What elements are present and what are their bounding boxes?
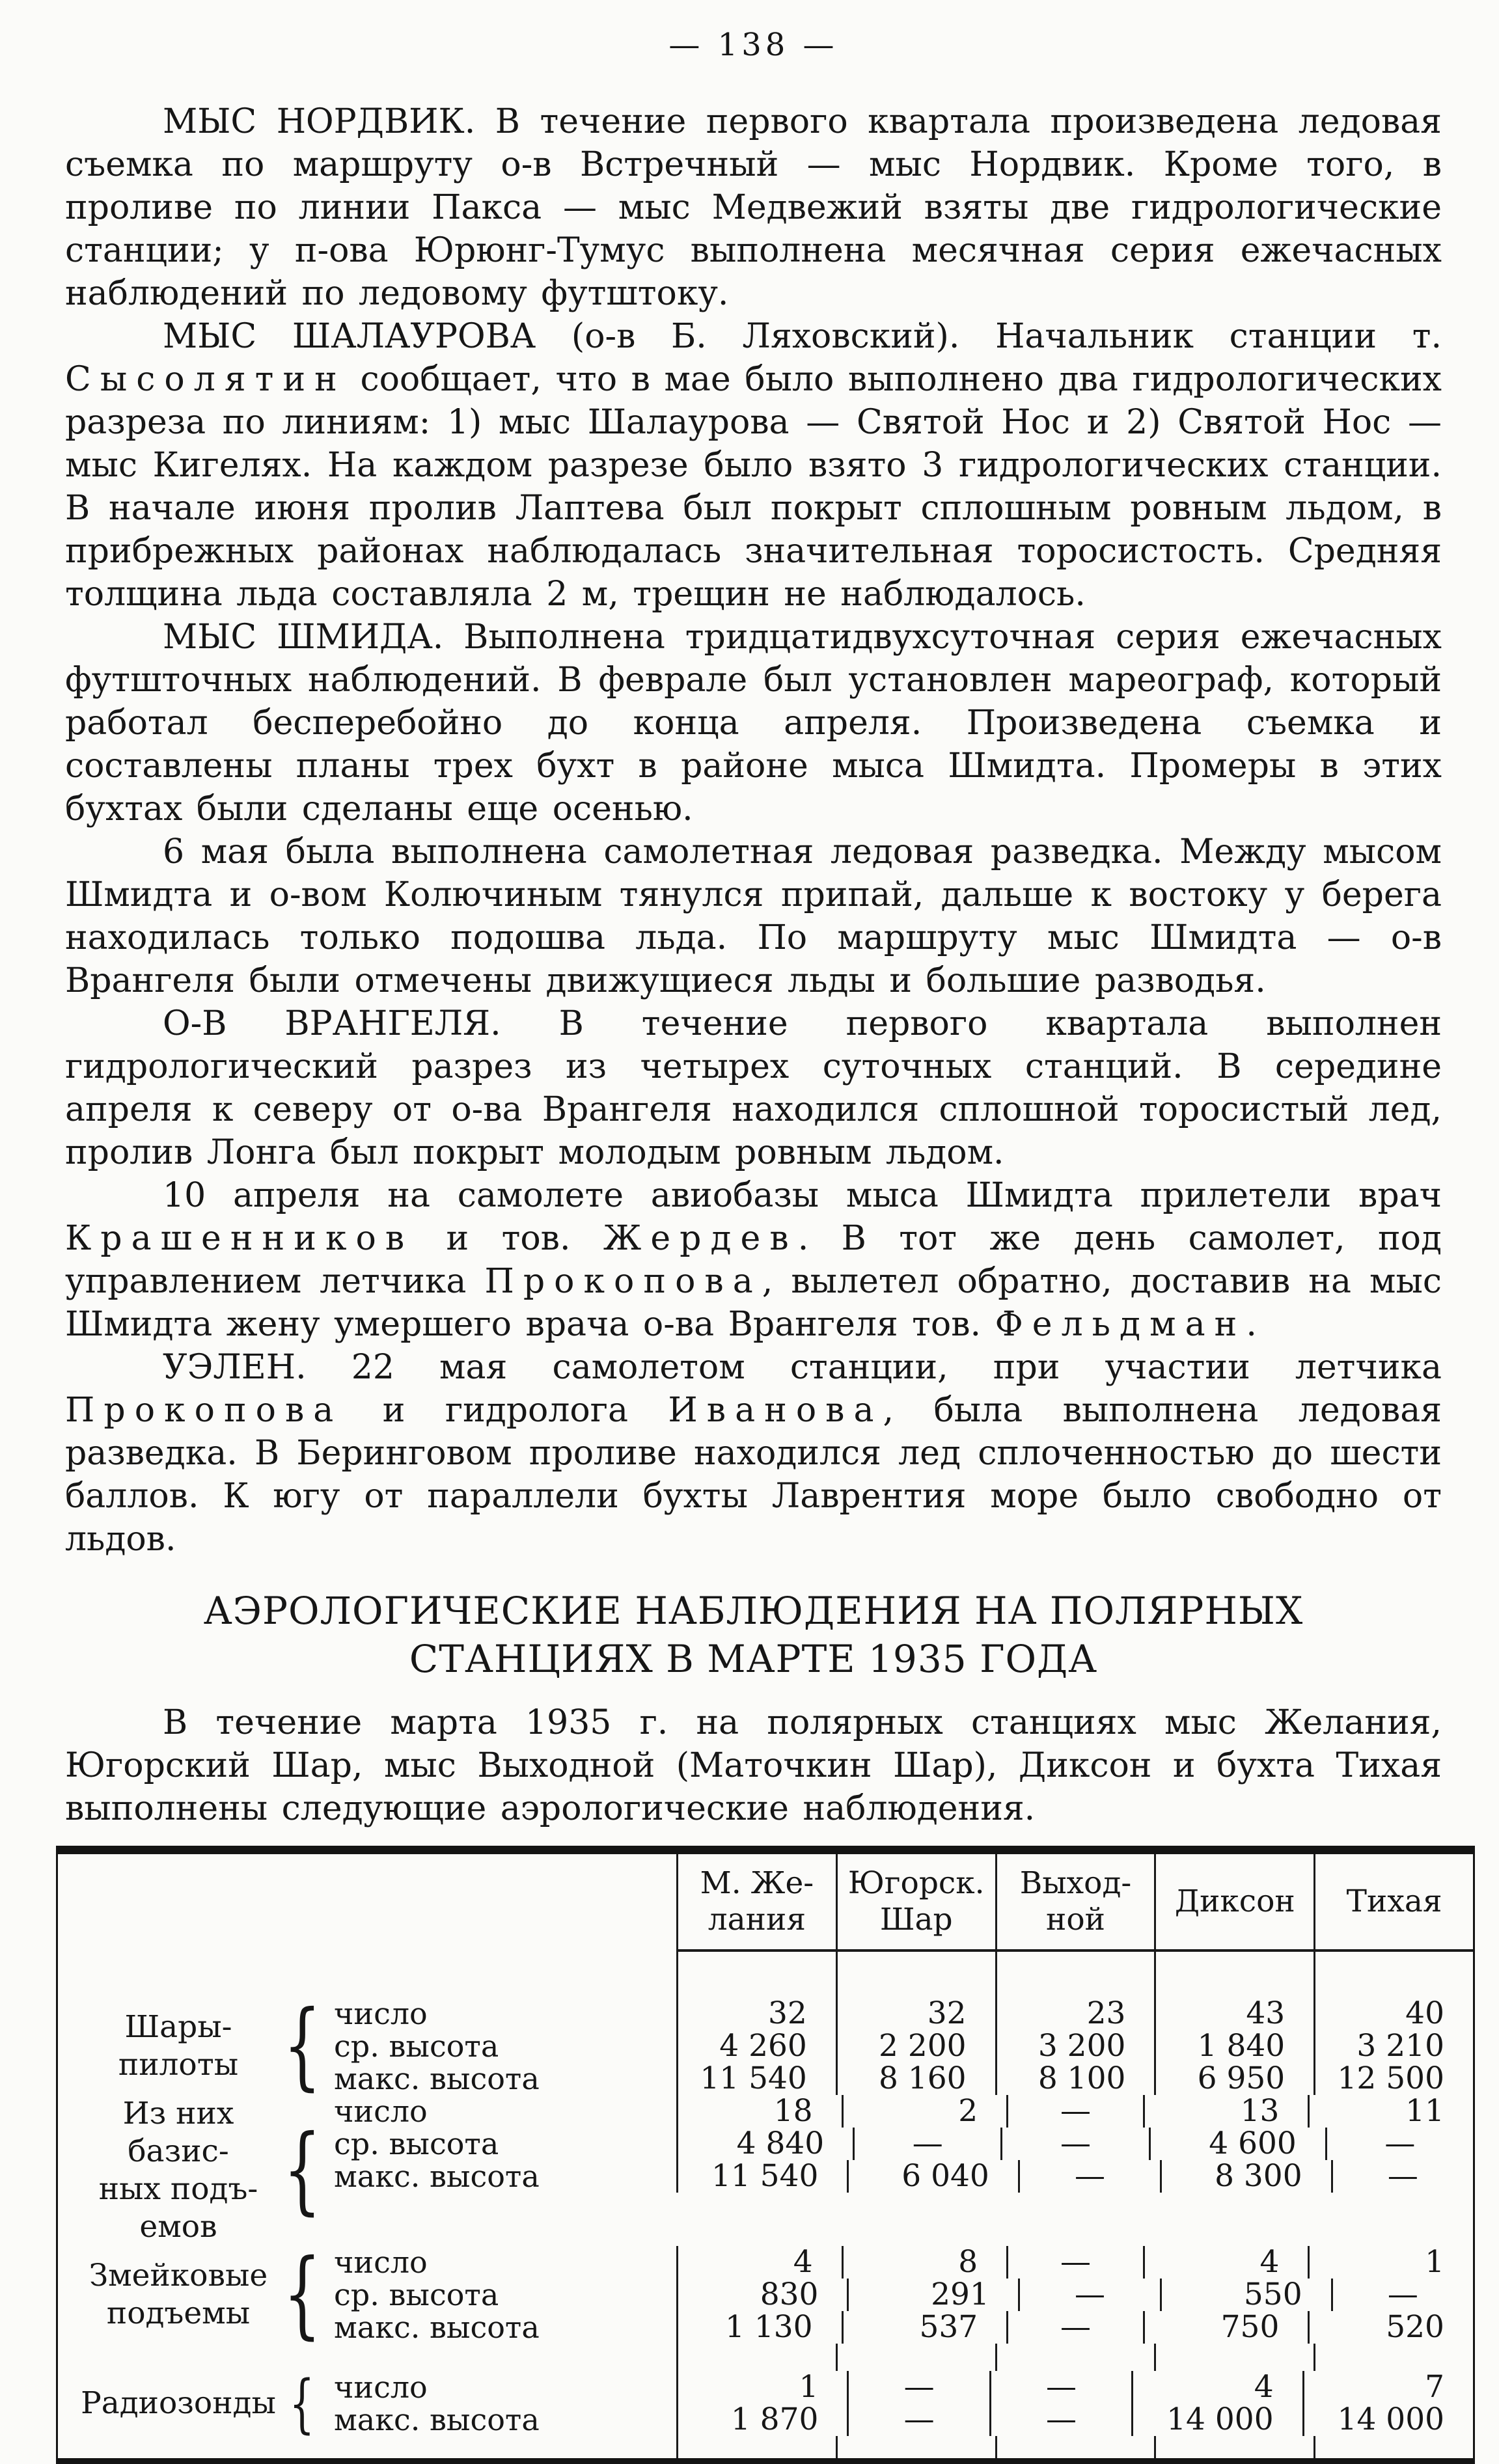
value-cell: 2 [842, 2095, 1007, 2128]
table-row [325, 1997, 1473, 2030]
value-cell: 13 [1143, 2095, 1308, 2128]
value-cell: — [1000, 2128, 1148, 2160]
table-spacer-cell [676, 2344, 836, 2371]
value-cell: 750 [1143, 2311, 1308, 2344]
row-label: число [334, 1996, 428, 2031]
brace-glyph: { [282, 1990, 322, 2101]
person-name: Сысолятин [65, 360, 346, 399]
person-name: Иванова [668, 1391, 883, 1430]
value-cell: — [1331, 2160, 1473, 2193]
brace-glyph: { [289, 2366, 315, 2441]
text-segment: УЭЛЕН. 22 мая самолетом станции, при участии летчика [163, 1348, 1442, 1387]
text-segment: сообщает, что в мае было выполнено два гидрологических разреза по линиям: 1) мыс Шалаурова — Святой Нос и 2) Святой Нос — мыс Кигелях. На каждом разрезе было взято 3 гидрологических станции. В начале июня пролив Лаптева был покрыт сплошным ровным льдом, в прибрежных районах наблюдалась значительная торосистость. Средняя толщина льда составляла 2 м, трещин не наблюдалось. [65, 360, 1442, 614]
value-cell: 43 [1154, 1997, 1313, 2030]
value-cell: 4 [676, 2246, 842, 2279]
row-label: макс. высота [334, 2061, 540, 2096]
group-label-line: Радиозонды [81, 2385, 276, 2421]
section-heading: АЭРОЛОГИЧЕСКИЕ НАБЛЮДЕНИЯ НА ПОЛЯРНЫХ СТАНЦИЯХ В МАРТЕ 1935 ГОДА [203, 1589, 1304, 1681]
value-cell: 8 100 [995, 2062, 1155, 2095]
table-row [325, 2403, 1473, 2436]
person-name: Жердев [603, 1219, 798, 1258]
value-cell: — [1006, 2311, 1143, 2344]
table-header-cell [676, 1854, 836, 1952]
text-segment: 6 мая была выполнена самолетная ледовая разведка. Между мысом Шмидта и о-вом Колючиным тянулся припай, дальше к востоку у берега находилась только подошва льда. По маршруту мыс Шмидта — о-в Врангеля были отмечены движущиеся льды и большие разводья. [65, 832, 1442, 1000]
value-cell: 14 000 [1302, 2403, 1473, 2436]
table-row [325, 2030, 1473, 2062]
table-spacer-cell [1154, 1952, 1313, 1997]
group-label [58, 2246, 279, 2344]
value-cell: 8 160 [836, 2062, 995, 2095]
row-label: число [334, 2094, 428, 2129]
value-cell: — [1325, 2128, 1473, 2160]
value-cell: 3 200 [995, 2030, 1155, 2062]
group-label [58, 2095, 279, 2246]
section-intro-paragraph [65, 1701, 1442, 1830]
group-label-line: подъемы [106, 2295, 251, 2331]
person-name: Фельдман [995, 1305, 1246, 1344]
table-row [325, 2062, 1473, 2095]
table-stub-spacer [58, 1952, 676, 1997]
table-row [325, 2128, 1473, 2160]
table-spacer-cell [1154, 2344, 1313, 2371]
group-label-line: Шары-пилоты [118, 2009, 239, 2083]
table-row-group [58, 2366, 1473, 2441]
value-cell: — [989, 2403, 1131, 2436]
group-label [58, 2371, 279, 2436]
value-cell: — [1018, 2279, 1160, 2311]
text-segment: , была выполнена ледовая разведка. В Беринговом проливе находился лед сплоченностью до шести баллов. К югу от параллели бухты Лаврентия море было свободно от льдов. [65, 1391, 1442, 1559]
table-header-row [58, 1854, 1473, 1952]
value-cell: — [1006, 2246, 1143, 2279]
table-spacer-cell [836, 2436, 995, 2458]
row-label: ср. высота [334, 2277, 499, 2312]
paragraph [65, 1002, 1442, 1174]
text-segment: и гидролога [342, 1391, 668, 1430]
row-label: число [334, 2245, 428, 2280]
value-cell: 291 [847, 2279, 1017, 2311]
table-row-group [58, 2095, 1473, 2246]
paragraph [65, 616, 1442, 830]
paragraph [65, 315, 1442, 616]
row-label: макс. высота [334, 2402, 540, 2437]
table-spacer-cell [836, 2344, 995, 2371]
value-cell: 4 260 [676, 2030, 836, 2062]
group-brace-icon [279, 1990, 325, 2101]
text-segment: В течение марта 1935 г. на полярных станциях мыс Желания, Югорский Шар, мыс Выходной (Маточкин Шар), Диксон и бухта Тихая выполнены следующие аэрологические наблюдения. [65, 1703, 1442, 1828]
text-segment: 10 апреля на самолете авиобазы мыса Шмидта прилетели врач [163, 1176, 1442, 1215]
value-cell: 11 540 [676, 2160, 847, 2193]
value-cell: 8 300 [1160, 2160, 1330, 2193]
row-label: ср. высота [334, 2126, 499, 2161]
value-cell: — [1018, 2160, 1160, 2193]
paragraph [65, 100, 1442, 315]
brace-glyph: { [282, 2115, 322, 2225]
table-spacer-cell [995, 1952, 1155, 1997]
table-stub-header [58, 1854, 676, 1952]
table-spacer-cell [836, 1952, 995, 1997]
table-spacer-row [58, 2344, 1473, 2371]
value-cell: 8 [842, 2246, 1007, 2279]
text-segment: МЫС ШМИДА. Выполнена тридцатидвухсуточная серия ежечасных футшточных наблюдений. В феврале был установлен мареограф, который работал бесперебойно до конца апреля. Произведена съемка и составлены планы трех бухт в районе мыса Шмидта. Промеры в этих бухтах были сделаны еще осенью. [65, 618, 1442, 828]
value-cell: 4 [1131, 2371, 1302, 2403]
row-label: макс. высота [334, 2159, 540, 2194]
aerology-observations-table [56, 1846, 1475, 2464]
table-spacer-cell [1313, 2436, 1473, 2458]
table-spacer-cell [676, 1952, 836, 1997]
value-cell: 6 040 [847, 2160, 1017, 2193]
value-cell: 3 210 [1313, 2030, 1473, 2062]
table-row [325, 2095, 1473, 2128]
text-segment: и тов. [413, 1219, 603, 1258]
value-cell: 23 [995, 1997, 1155, 2030]
value-cell: 32 [836, 1997, 995, 2030]
table-row [325, 2279, 1473, 2311]
value-cell: 11 [1308, 2095, 1473, 2128]
group-brace-icon [279, 2239, 325, 2349]
table-spacer-cell [995, 2436, 1155, 2458]
paragraph [65, 1174, 1442, 1346]
value-cell: 4 [1143, 2246, 1308, 2279]
table-header-line: ной [1046, 1902, 1105, 1937]
value-cell: 537 [842, 2311, 1007, 2344]
value-cell: 1 [1308, 2246, 1473, 2279]
table-header-line: М. Же- [700, 1865, 814, 1901]
value-cell: 4 840 [676, 2128, 853, 2160]
table-spacer-row [58, 1952, 1473, 1997]
value-cell: 32 [676, 1997, 836, 2030]
table-spacer-row [58, 2436, 1473, 2458]
value-cell: 12 500 [1313, 2062, 1473, 2095]
table-row [325, 2371, 1473, 2403]
value-cell: 14 000 [1131, 2403, 1302, 2436]
table-spacer-cell [1313, 2344, 1473, 2371]
table-row [325, 2311, 1473, 2344]
value-cell: 1 840 [1154, 2030, 1313, 2062]
person-name: Прокопова [484, 1262, 762, 1301]
table-header-line: Шар [879, 1902, 953, 1937]
person-name: Крашенников [65, 1219, 414, 1258]
value-cell: — [1331, 2279, 1473, 2311]
value-cell: 40 [1313, 1997, 1473, 2030]
value-cell: 6 950 [1154, 2062, 1313, 2095]
row-label: число [334, 2370, 428, 2405]
value-cell: 11 540 [676, 2062, 836, 2095]
value-cell: — [853, 2128, 1000, 2160]
group-brace-icon [279, 2366, 325, 2441]
group-label-line: Из них базис- [122, 2096, 234, 2169]
table-spacer-cell [995, 2344, 1155, 2371]
brace-glyph: { [282, 2239, 322, 2349]
table-stub-spacer [58, 2436, 676, 2458]
value-cell: 520 [1308, 2311, 1473, 2344]
table-header-cell [1154, 1854, 1313, 1952]
value-cell: 1 130 [676, 2311, 842, 2344]
table-spacer-cell [1154, 2436, 1313, 2458]
table-spacer-cell [676, 2436, 836, 2458]
table-header-line: Выход- [1019, 1865, 1132, 1901]
group-label-line: емов [139, 2209, 217, 2245]
value-cell: 1 [676, 2371, 847, 2403]
value-cell: 7 [1302, 2371, 1473, 2403]
text-segment: , вылетел обратно, доставив на мыс Шмидта жену умершего врача о-ва Врангеля тов. [65, 1262, 1442, 1344]
group-label-line: Змейковые [89, 2258, 268, 2293]
group-rows [325, 2246, 1473, 2344]
group-label [58, 1997, 279, 2095]
body-text [65, 100, 1442, 1561]
page-number: — 138 — [668, 27, 838, 63]
table-header-cell [995, 1854, 1155, 1952]
value-cell: 550 [1160, 2279, 1330, 2311]
value-cell: 830 [676, 2279, 847, 2311]
table-header-line: Диксон [1174, 1883, 1295, 1919]
table-spacer-cell [1313, 1952, 1473, 1997]
table-stub-spacer [58, 2344, 676, 2371]
value-cell: — [847, 2371, 989, 2403]
text-segment: О-В ВРАНГЕЛЯ. В течение первого квартала выполнен гидрологический разрез из четырех суточных станций. В середине апреля к северу от о-ва Врангеля находился сплошной торосистый лед, пролив Лонга был покрыт молодым ровным льдом. [65, 1004, 1442, 1172]
value-cell: 1 870 [676, 2403, 847, 2436]
value-cell: — [989, 2371, 1131, 2403]
paragraph [65, 830, 1442, 1002]
text-segment: . В тот же день самолет, под управлением летчика [65, 1219, 1442, 1301]
text-segment: МЫС НОРДВИК. В течение первого квартала произведена ледовая съемка по маршруту о-в Встречный — мыс Нордвик. Кроме того, в проливе по линии Пакса — мыс Медвежий взяты две гидрологические станции; у п-ова Юрюнг-Тумус выполнена месячная серия ежечасных наблюдений по ледовому футштоку. [65, 102, 1442, 313]
value-cell: — [1006, 2095, 1143, 2128]
table-header-cell [836, 1854, 995, 1952]
table-row [325, 2160, 1473, 2193]
table-row-group [58, 2239, 1473, 2349]
table-header-cell [1313, 1854, 1473, 1952]
row-label: ср. высота [334, 2029, 499, 2064]
value-cell: 18 [676, 2095, 842, 2128]
person-name: Прокопова [65, 1391, 343, 1430]
paragraph [65, 1346, 1442, 1561]
text-segment: МЫС ШАЛАУРОВА (о-в Б. Ляховский). Начальник станции т. [163, 317, 1442, 356]
table-header-line: Югорск. [847, 1865, 985, 1901]
table-header-line: лания [708, 1902, 806, 1937]
group-rows [325, 2371, 1473, 2436]
table-row [325, 2246, 1473, 2279]
value-cell: 2 200 [836, 2030, 995, 2062]
group-rows [325, 1997, 1473, 2095]
group-rows [325, 2095, 1473, 2246]
value-cell: 4 600 [1149, 2128, 1325, 2160]
group-brace-icon [279, 2095, 325, 2246]
text-segment: . [1246, 1305, 1257, 1344]
row-label: макс. высота [334, 2310, 540, 2345]
table-row-group [58, 1990, 1473, 2101]
value-cell: — [847, 2403, 989, 2436]
table-header-line: Тихая [1346, 1883, 1442, 1919]
group-label-line: ных подъ- [98, 2171, 258, 2207]
